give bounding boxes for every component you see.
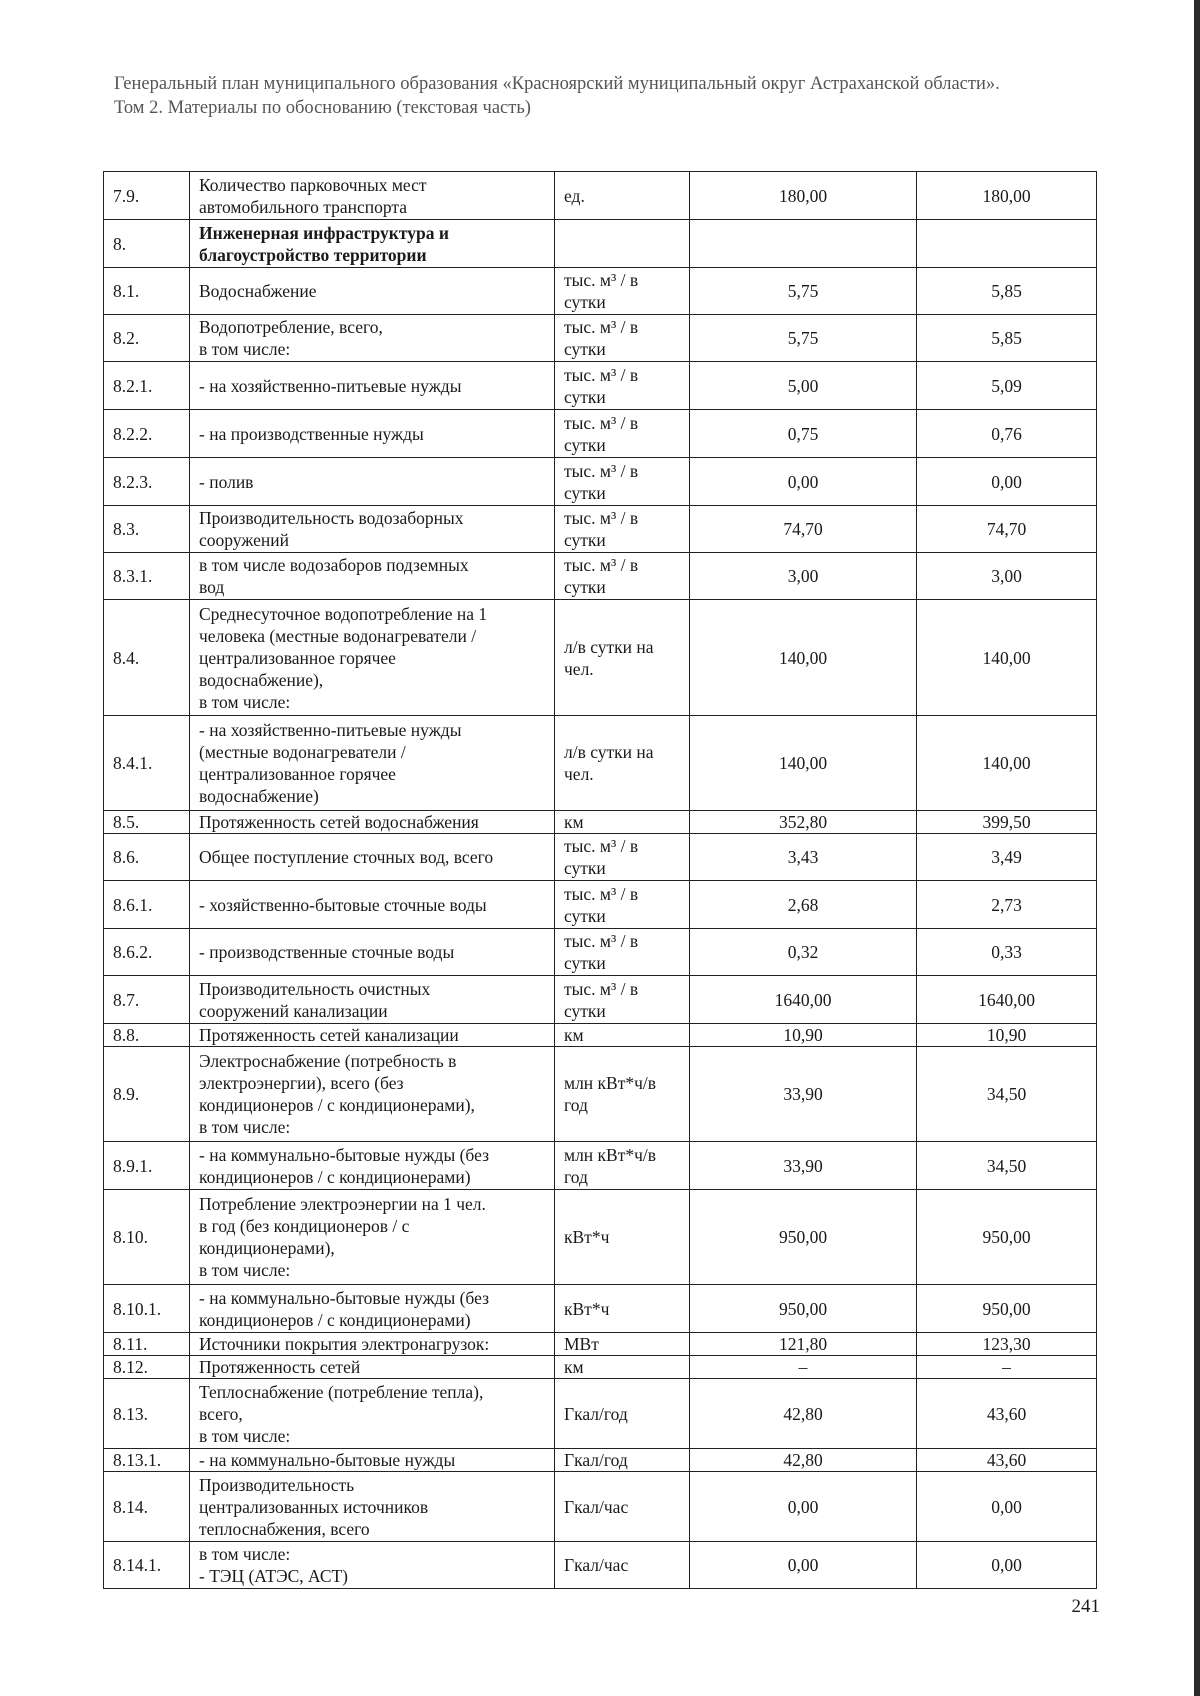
table-row [104,600,1097,716]
value-current-cell: 5,75 [690,315,917,362]
row-number-cell: 7.9. [104,172,190,220]
indicator-name-cell: - производственные сточные воды [190,929,555,976]
indicator-name-cell: - на коммунально-бытовые нужды (без кондиционеров / с кондиционерами) [190,1142,555,1190]
value-target-cell: 123,30 [917,1333,1097,1356]
value-current-cell: 121,80 [690,1333,917,1356]
table-row [104,506,1097,553]
indicators-table-body [104,172,1097,1589]
unit-cell: тыс. м³ / в сутки [555,410,690,458]
table-row [104,1190,1097,1285]
indicator-name-cell: Протяженность сетей канализации [190,1024,555,1047]
indicator-name-cell: - полив [190,458,555,506]
unit-cell: тыс. м³ / в сутки [555,929,690,976]
value-target-cell: 1640,00 [917,976,1097,1024]
header-title-line: Генеральный план муниципального образования «Красноярский муниципальный округ Астраханской области». [114,74,1000,94]
row-number-cell: 8.11. [104,1333,190,1356]
row-number-cell: 8.2.1. [104,362,190,410]
value-target-cell: – [917,1356,1097,1379]
table-row [104,1024,1097,1047]
indicator-name-cell: Количество парковочных мест автомобильного транспорта [190,172,555,220]
table-row [104,976,1097,1024]
indicator-name-cell: Водопотребление, всего, в том числе: [190,315,555,362]
unit-cell: тыс. м³ / в сутки [555,976,690,1024]
unit-cell: тыс. м³ / в сутки [555,881,690,929]
indicator-name-cell: - на коммунально-бытовые нужды (без кондиционеров / с кондиционерами) [190,1285,555,1333]
unit-cell: км [555,1024,690,1047]
value-current-cell: – [690,1356,917,1379]
row-number-cell: 8.3.1. [104,553,190,600]
value-current-cell: 10,90 [690,1024,917,1047]
value-current-cell: 42,80 [690,1449,917,1472]
unit-cell: тыс. м³ / в сутки [555,834,690,881]
row-number-cell: 8.10.1. [104,1285,190,1333]
value-target-cell: 950,00 [917,1285,1097,1333]
value-current-cell: 950,00 [690,1190,917,1285]
value-target-cell: 0,00 [917,1542,1097,1589]
table-row [104,458,1097,506]
value-target-cell: 5,85 [917,268,1097,315]
table-row [104,220,1097,268]
header-volume-line: Том 2. Материалы по обоснованию (текстовая часть) [114,98,531,118]
indicator-name-cell: - на коммунально-бытовые нужды [190,1449,555,1472]
indicator-name-cell: - на хозяйственно-питьевые нужды (местные водонагреватели / централизованное горячее водоснабжение) [190,716,555,811]
unit-cell: Гкал/год [555,1449,690,1472]
unit-cell: л/в сутки на чел. [555,716,690,811]
unit-cell: км [555,1356,690,1379]
unit-cell: тыс. м³ / в сутки [555,553,690,600]
value-target-cell: 10,90 [917,1024,1097,1047]
table-row [104,1047,1097,1142]
value-current-cell: 0,75 [690,410,917,458]
indicator-name-cell: в том числе: - ТЭЦ (АТЭС, АСТ) [190,1542,555,1589]
value-target-cell: 0,33 [917,929,1097,976]
value-current-cell [690,220,917,268]
indicator-name-cell: Потребление электроэнергии на 1 чел. в год (без кондиционеров / с кондиционерами), в том числе: [190,1190,555,1285]
table-row [104,362,1097,410]
value-current-cell: 33,90 [690,1047,917,1142]
value-target-cell: 3,49 [917,834,1097,881]
value-current-cell: 0,32 [690,929,917,976]
table-row [104,1142,1097,1190]
row-number-cell: 8.4.1. [104,716,190,811]
value-target-cell: 140,00 [917,600,1097,716]
indicator-name-cell: Протяженность сетей водоснабжения [190,811,555,834]
unit-cell: кВт*ч [555,1285,690,1333]
indicator-name-cell: Производительность централизованных источников теплоснабжения, всего [190,1472,555,1542]
value-current-cell: 950,00 [690,1285,917,1333]
unit-cell: Гкал/час [555,1472,690,1542]
row-number-cell: 8.3. [104,506,190,553]
table-row [104,881,1097,929]
indicator-name-cell: - на производственные нужды [190,410,555,458]
document-header [114,72,1114,120]
table-row [104,1333,1097,1356]
unit-cell: тыс. м³ / в сутки [555,506,690,553]
row-number-cell: 8.10. [104,1190,190,1285]
table-row [104,929,1097,976]
value-current-cell: 3,00 [690,553,917,600]
indicator-name-cell: Теплоснабжение (потребление тепла), всего, в том числе: [190,1379,555,1449]
row-number-cell: 8.6. [104,834,190,881]
indicator-name-cell: Среднесуточное водопотребление на 1 человека (местные водонагреватели / централизованное горячее водоснабжение), в том числе: [190,600,555,716]
indicator-name-cell: Общее поступление сточных вод, всего [190,834,555,881]
value-target-cell: 0,76 [917,410,1097,458]
value-current-cell: 42,80 [690,1379,917,1449]
unit-cell: Гкал/год [555,1379,690,1449]
table-row [104,553,1097,600]
row-number-cell: 8.9.1. [104,1142,190,1190]
value-current-cell: 180,00 [690,172,917,220]
indicator-name-cell: Инженерная инфраструктура и благоустройство территории [190,220,555,268]
indicator-name-cell: Протяженность сетей [190,1356,555,1379]
row-number-cell: 8.14. [104,1472,190,1542]
row-number-cell: 8.13. [104,1379,190,1449]
value-target-cell: 399,50 [917,811,1097,834]
table-row [104,1449,1097,1472]
unit-cell [555,220,690,268]
unit-cell: ед. [555,172,690,220]
table-row [104,172,1097,220]
value-target-cell: 140,00 [917,716,1097,811]
row-number-cell: 8.2.3. [104,458,190,506]
value-current-cell: 352,80 [690,811,917,834]
value-current-cell: 33,90 [690,1142,917,1190]
table-row [104,315,1097,362]
value-target-cell: 34,50 [917,1047,1097,1142]
value-target-cell: 43,60 [917,1379,1097,1449]
indicator-name-cell: Производительность очистных сооружений канализации [190,976,555,1024]
value-target-cell: 2,73 [917,881,1097,929]
row-number-cell: 8.2.2. [104,410,190,458]
row-number-cell: 8. [104,220,190,268]
indicator-name-cell: - хозяйственно-бытовые сточные воды [190,881,555,929]
value-target-cell: 180,00 [917,172,1097,220]
row-number-cell: 8.8. [104,1024,190,1047]
value-current-cell: 140,00 [690,716,917,811]
table-row [104,1542,1097,1589]
indicator-name-cell: в том числе водозаборов подземных вод [190,553,555,600]
value-target-cell: 74,70 [917,506,1097,553]
table-row [104,1356,1097,1379]
table-row [104,811,1097,834]
unit-cell: млн кВт*ч/в год [555,1142,690,1190]
indicator-name-cell: Электроснабжение (потребность в электроэнергии), всего (без кондиционеров / с кондиционерами), в том числе: [190,1047,555,1142]
indicator-name-cell: Водоснабжение [190,268,555,315]
unit-cell: МВт [555,1333,690,1356]
indicator-name-cell: Производительность водозаборных сооружений [190,506,555,553]
table-row [104,1472,1097,1542]
row-number-cell: 8.9. [104,1047,190,1142]
value-target-cell: 0,00 [917,458,1097,506]
value-target-cell: 950,00 [917,1190,1097,1285]
unit-cell: тыс. м³ / в сутки [555,268,690,315]
indicator-name-cell: Источники покрытия электронагрузок: [190,1333,555,1356]
value-current-cell: 2,68 [690,881,917,929]
row-number-cell: 8.14.1. [104,1542,190,1589]
row-number-cell: 8.7. [104,976,190,1024]
table-row [104,716,1097,811]
value-current-cell: 0,00 [690,1472,917,1542]
value-current-cell: 5,75 [690,268,917,315]
unit-cell: л/в сутки на чел. [555,600,690,716]
table-row [104,834,1097,881]
table-row [104,410,1097,458]
value-target-cell: 5,09 [917,362,1097,410]
row-number-cell: 8.12. [104,1356,190,1379]
indicators-table [103,171,1097,1589]
row-number-cell: 8.4. [104,600,190,716]
unit-cell: км [555,811,690,834]
value-target-cell: 3,00 [917,553,1097,600]
unit-cell: Гкал/час [555,1542,690,1589]
table-row [104,1285,1097,1333]
page-number: 241 [1071,1596,1100,1617]
table-row [104,1379,1097,1449]
unit-cell: млн кВт*ч/в год [555,1047,690,1142]
unit-cell: тыс. м³ / в сутки [555,362,690,410]
table-row [104,268,1097,315]
unit-cell: кВт*ч [555,1190,690,1285]
row-number-cell: 8.1. [104,268,190,315]
value-target-cell: 0,00 [917,1472,1097,1542]
value-current-cell: 74,70 [690,506,917,553]
value-current-cell: 1640,00 [690,976,917,1024]
value-target-cell: 43,60 [917,1449,1097,1472]
value-target-cell: 34,50 [917,1142,1097,1190]
unit-cell: тыс. м³ / в сутки [555,315,690,362]
indicator-name-cell: - на хозяйственно-питьевые нужды [190,362,555,410]
row-number-cell: 8.2. [104,315,190,362]
row-number-cell: 8.13.1. [104,1449,190,1472]
value-current-cell: 0,00 [690,1542,917,1589]
value-target-cell: 5,85 [917,315,1097,362]
value-current-cell: 140,00 [690,600,917,716]
value-target-cell [917,220,1097,268]
page-edge [1194,0,1200,1696]
value-current-cell: 0,00 [690,458,917,506]
unit-cell: тыс. м³ / в сутки [555,458,690,506]
value-current-cell: 3,43 [690,834,917,881]
value-current-cell: 5,00 [690,362,917,410]
row-number-cell: 8.5. [104,811,190,834]
row-number-cell: 8.6.1. [104,881,190,929]
row-number-cell: 8.6.2. [104,929,190,976]
